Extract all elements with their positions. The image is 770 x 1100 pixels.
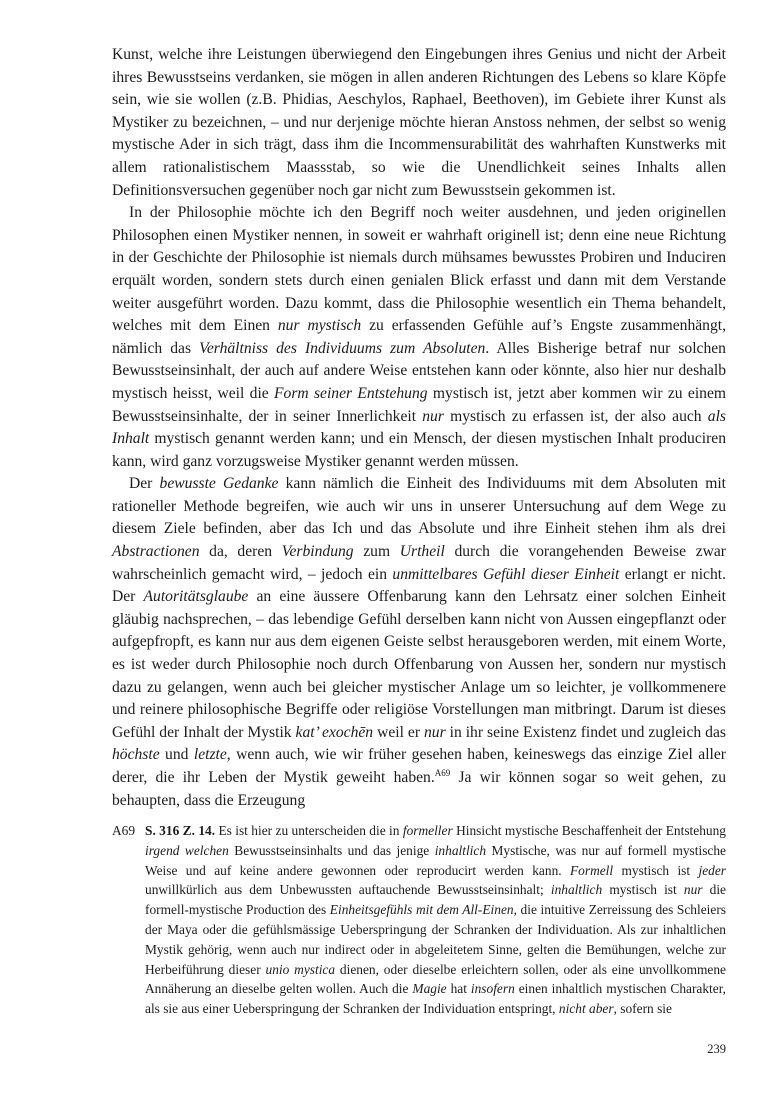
footnote-label: A69 — [112, 823, 136, 838]
italic-text: kat’ exochēn — [295, 723, 374, 741]
footnote-body — [145, 821, 726, 1019]
italic-text: bewusste Gedanke — [159, 475, 279, 493]
paragraph — [112, 473, 726, 812]
text-run: kann nämlich die Einheit des Individuums mit dem Absoluten mit rationeller Methode begreifen, wie auch wir uns in unserer Untersuchung auf dem Wege zu diesem Ziele befinden, aber das Ich und das Absolute und ihre Einheit stehen ihm als drei — [112, 475, 726, 538]
text-run: an eine äussere Offenbarung kann den Lehrsatz einer solchen Einheit gläubig nachsprechen, – das lebendige Gefühl derselben kann nicht von Aussen eingepflanzt oder aufgepfropft, es kann nur aus dem eigenen Geiste selbst herausgeboren werden, mit einem Worte, es ist weder durch Philosophie noch durch Offenbarung von Aussen her, sondern nur mystisch dazu zu gelangen, wenn auch bei gleicher mystischer Anlage um so leichter, je vollkommenere und reinere philosophische Begriffe oder religiöse Vorstellungen man mitbringt. Darum ist dieses Gefühl der Inhalt der Mystik — [112, 588, 726, 741]
italic-text: als Inhalt — [112, 407, 726, 448]
text-run: mystisch genannt werden kann; und ein Mensch, der diesen mystischen Inhalt produciren kann, wird ganz vorzugsweise Mystiker genannt werden müssen. — [112, 430, 726, 470]
italic-text: Abstractionen — [112, 543, 200, 561]
text-run: , wenn auch, wie wir früher gesehen haben, keineswegs das einzige Ziel aller derer, die ihr Leben der Mystik geweiht haben. — [112, 746, 727, 786]
text-run: In der Philosophie möchte ich den Begriff noch weiter ausdehnen, und jeden originellen Philosophen einen Mystiker nennen, in soweit er wahrhaft originell ist; denn eine neue Richtung in der Geschichte der Philosophie ist niemals durch mühsames bewusstes Probiren und Induciren erquält worden, sondern stets durch einen genialen Blick erfasst und dann mit dem Verstande weiter ausgeführt worden. Dazu kommt, dass die Philosophie wesentlich ein Thema behandelt, welches mit dem Einen — [112, 204, 726, 335]
text-run: einen inhaltlich mystischen Charakter, als sie aus einer Ueberspringung der Schranken der Individuation entspringt, — [145, 981, 726, 1017]
text-run: Kunst, welche ihre Leistungen überwiegend den Eingebungen ihres Genius und nicht der Arbeit ihres Bewusstseins verdanken, sie mögen in allen anderen Richtungen des Lebens so klare Köpfe sein, wie sie wollen (z.B. Phidias, Aeschylos, Raphael, Beethoven), im Gebiete ihrer Kunst als Mystiker zu bezeichnen, – und nur derjenige möchte hieran Anstoss nehmen, der selbst so wenig mystische Ader in sich trägt, dass ihm die Incommensurabilität des wahrhaften Kunstwerks mit allem rationalistischem Maassstab, so wie die Unendlichkeit seines Inhalts allen Definitionsversuchen gegenüber noch gar nicht zum Bewusstsein gekommen ist. — [112, 46, 726, 199]
italic-text: nur mystisch — [277, 317, 362, 335]
italic-text: Autoritätsglaube — [143, 588, 249, 606]
italic-text: Einheitsgefühls mit dem All-Einen — [329, 902, 514, 918]
paragraph — [112, 202, 726, 473]
italic-text: unmittelbares Gefühl dieser Einheit — [392, 565, 620, 583]
italic-text: Magie — [412, 981, 447, 997]
text-run: Mystische, was nur auf formell mystische Weise und auf keine andere gewonnen oder reproducirt werden kann. — [145, 842, 726, 878]
text-run: dienen, oder dieselbe erleichtern sollen, oder als eine unvollkommene Annäherung an dieselbe gelten wollen. Auch die — [145, 961, 726, 997]
italic-text: Formell — [569, 862, 614, 878]
text-run: Der — [129, 475, 160, 493]
text-run: mystisch ist, jetzt aber kommen wir zu einem Bewusstseinsinhalte, der in seiner Innerlichkeit — [112, 384, 726, 425]
paragraph — [112, 44, 726, 202]
text-run: unwillkürlich aus dem Unbewussten auftauchende Bewusstseinsinhalt; — [145, 882, 551, 898]
italic-text: nur — [422, 407, 444, 425]
italic-text: unio mystica — [265, 961, 336, 977]
italic-text: nur — [683, 882, 703, 898]
italic-text: Urtheil — [399, 543, 445, 561]
text-run: . Alles Bisherige betraf nur solchen Bewusstseinsinhalt, der auch auf andere Weise entstehen kann oder könnte, also hier nur deshalb mystisch heisst, weil die — [112, 339, 726, 402]
text-run: die formell-mystische Production des — [145, 882, 726, 918]
italic-text: formeller — [402, 823, 453, 838]
italic-text: insofern — [470, 981, 515, 997]
text-run: Es ist hier zu unterscheiden die in — [215, 823, 403, 838]
footnote-marker: A69 — [434, 768, 451, 778]
main-text — [112, 44, 726, 812]
text-run: hat — [446, 981, 471, 997]
italic-text: Form seiner Entstehung — [274, 384, 428, 402]
text-run: zu erfassenden Gefühle auf’s Engste zusammenhängt, nämlich das — [112, 317, 726, 357]
text-run: durch die vorangehenden Beweise zwar wahrscheinlich gemacht wird, – jedoch ein — [112, 543, 726, 583]
text-run: Ja wir können sogar so weit gehen, zu behaupten, dass die Erzeugung — [112, 769, 726, 809]
text-run: Bewusstseinsinhalts und das jenige — [228, 842, 435, 858]
italic-text: Verhältniss des Individuums zum Absoluten — [199, 339, 486, 357]
text-run: , die intuitive Zerreissung des Schleiers der Maya oder die gefühlsmässige Ueberspringung der Schranken der Individuation. Als zur inhaltlichen Mystik gehörig, wenn auch nur indirect oder in abgeleitetem Sinne, gelten die Bemühungen, welche zur Herbeiführung dieser — [145, 902, 726, 977]
italic-text: jeder — [698, 862, 726, 878]
italic-text: letzte — [193, 746, 227, 764]
text-run: in ihr seine Existenz findet und zugleich das — [445, 723, 726, 741]
page-number: 239 — [707, 1042, 726, 1056]
italic-text: inhaltlich — [550, 882, 603, 898]
italic-text: höchste — [112, 746, 160, 764]
footnote-text — [145, 823, 726, 1016]
text-run: und — [159, 746, 194, 764]
text-run: zum — [353, 543, 400, 561]
footnotes — [112, 821, 726, 1019]
italic-text: irgend welchen — [145, 842, 229, 858]
italic-text: nur — [423, 723, 446, 741]
italic-text: inhaltlich — [434, 842, 487, 858]
footnote-reference: S. 316 Z. 14. — [145, 823, 216, 838]
text-run: da, deren — [199, 543, 282, 561]
text-run: Hinsicht mystische Beschaffenheit der Entstehung — [452, 823, 726, 838]
italic-text: nicht aber — [558, 1001, 614, 1017]
text-run: weil er — [373, 723, 424, 741]
footnote-A69 — [112, 821, 726, 1019]
text-run: mystisch zu erfassen ist, der also auch — [443, 407, 708, 425]
italic-text: Verbindung — [281, 543, 354, 561]
text-run: , sofern sie — [613, 1001, 672, 1017]
text-run: mystisch ist — [602, 882, 684, 898]
text-run: mystisch ist — [613, 862, 699, 878]
text-run: erlangt er nicht. Der — [112, 565, 727, 606]
